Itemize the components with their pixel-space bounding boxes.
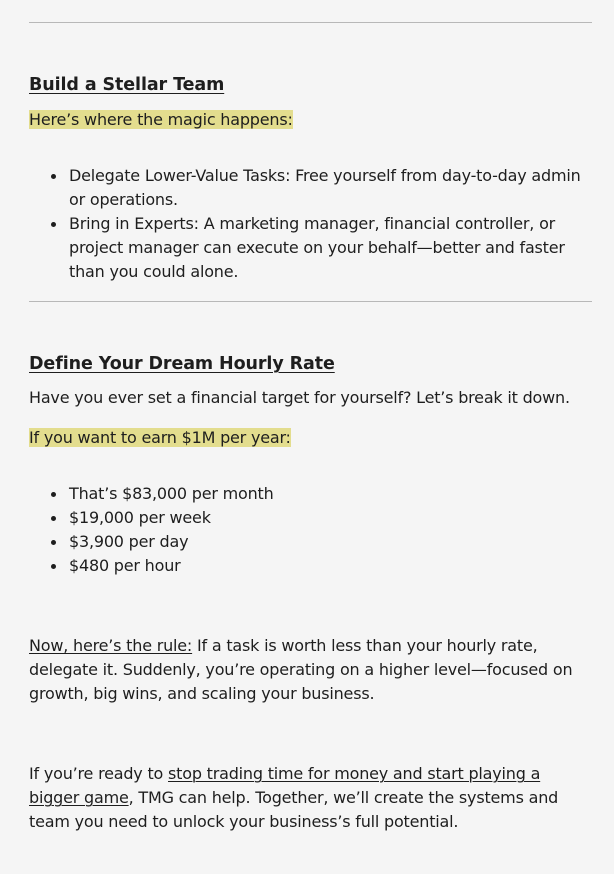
list-item: That’s $83,000 per month <box>29 482 589 506</box>
rule-text-b: . Suddenly, you’re operating on a higher level—focused on growth, big wins, and scaling your business. <box>29 660 573 703</box>
rule-paragraph <box>29 634 585 706</box>
cta-mid: , <box>128 788 139 807</box>
cta-suffix: . Together, we’ll create the systems and team you need to unlock your business’s full potential. <box>29 788 559 831</box>
divider-middle <box>29 301 592 302</box>
earn-highlight <box>29 426 589 450</box>
list-item: $3,900 per day <box>29 530 589 554</box>
cta-brand: TMG can help <box>138 788 246 807</box>
highlight-text: Here’s where the magic happens: <box>29 110 293 129</box>
team-list <box>29 164 589 284</box>
rate-list <box>29 482 589 578</box>
cta-paragraph <box>29 762 585 834</box>
list-item <box>29 164 589 212</box>
list-item-label: Delegate Lower-Value Tasks <box>69 166 286 185</box>
list-item-label: Bring in Experts <box>69 214 194 233</box>
cta-link[interactable]: stop trading time for money and start playing a bigger game <box>29 764 541 807</box>
divider-top <box>29 22 592 23</box>
list-item <box>29 212 589 284</box>
rule-text-a: If a task is worth less than your hourly rate, delegate it <box>29 636 538 679</box>
intro-magic <box>29 108 589 132</box>
cta-prefix: If you’re ready to <box>29 764 169 783</box>
heading-hourly-rate: Define Your Dream Hourly Rate <box>29 354 335 374</box>
list-item: $19,000 per week <box>29 506 589 530</box>
list-item: $480 per hour <box>29 554 589 578</box>
list-item-text: : A marketing manager, financial controller, or project manager can execute on your behalf—better and faster than you could alone. <box>69 214 565 281</box>
heading-build-team: Build a Stellar Team <box>29 75 225 95</box>
intro-financial-target: Have you ever set a financial target for yourself? Let’s break it down. <box>29 388 570 407</box>
highlight-text: If you want to earn $1M per year: <box>29 428 291 447</box>
list-item-text: : Free yourself from day-to-day admin or operations. <box>69 166 581 209</box>
rule-label: Now, here’s the rule: <box>29 636 193 655</box>
